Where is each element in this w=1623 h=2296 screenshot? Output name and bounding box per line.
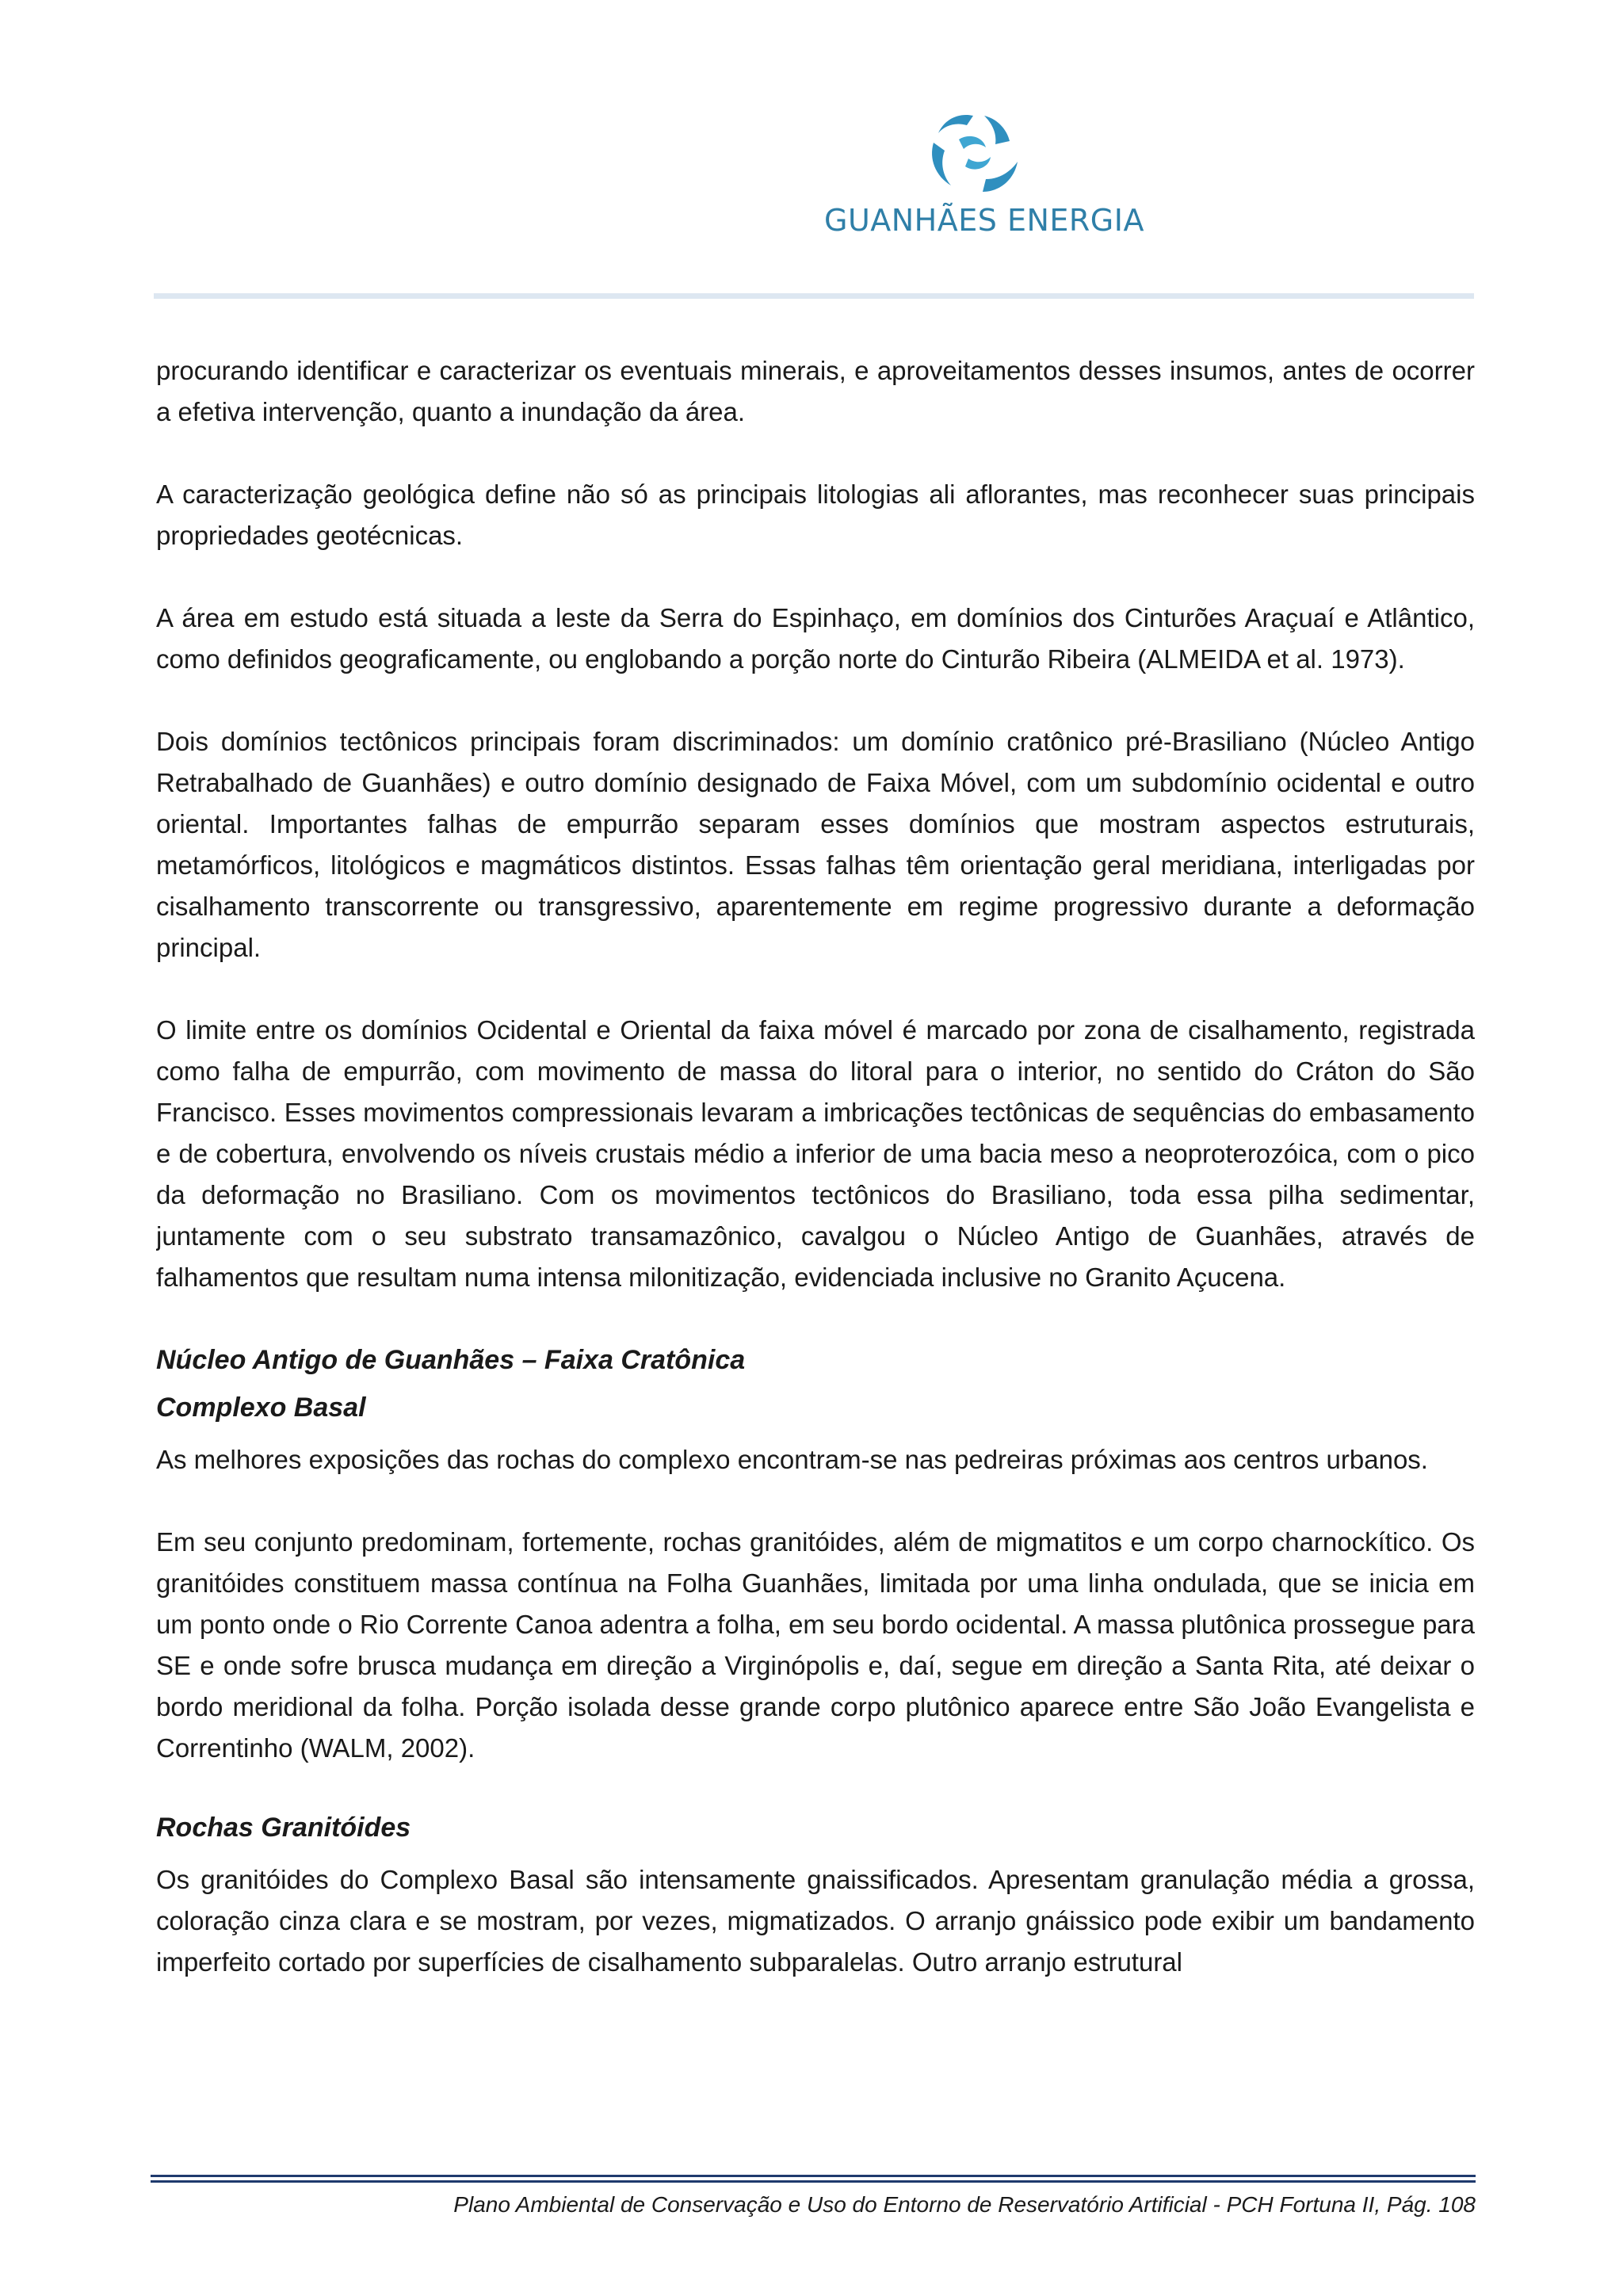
footer-divider-bottom: [151, 2180, 1476, 2183]
footer-caption: Plano Ambiental de Conservação e Uso do Entorno de Reservatório Artificial - PCH Fortuna II, Pág. 108: [453, 2192, 1476, 2217]
page-header: [0, 0, 1623, 301]
paragraph: procurando identificar e caracterizar os eventuais minerais, e aproveitamentos desses insumos, antes de ocorrer a efetiva intervenção, quanto a inundação da área.: [156, 356, 1475, 426]
footer-divider-top: [151, 2175, 1476, 2177]
paragraph: O limite entre os domínios Ocidental e Oriental da faixa móvel é marcado por zona de cisalhamento, registrada como falha de empurrão, com movimento de massa do litoral para o interior, no sentido do Cráton do São Francisco. Esses movimentos compressionais levaram a imbricações tectônicas de sequências do embasamento e de cobertura, envolvendo os níveis crustais médio a inferior de uma bacia meso a neoproterozóica, com o pico da deformação no Brasiliano. Com os movimentos tectônicos do Brasiliano, toda essa pilha sedimentar, juntamente com o seu substrato transamazônico, cavalgou o Núcleo Antigo de Guanhães, através de falhamentos que resultam numa intensa milonitização, evidenciada inclusive no Granito Açucena.: [156, 1015, 1475, 1292]
logo-text: GUANHÃES ENERGIA: [824, 203, 1144, 238]
company-logo: [824, 109, 1144, 252]
paragraph: A caracterização geológica define não só as principais litologias ali aflorantes, mas reconhecer suas principais propriedades geotécnicas.: [156, 479, 1475, 550]
paragraph: Dois domínios tectônicos principais foram discriminados: um domínio cratônico pré-Brasiliano (Núcleo Antigo Retrabalhado de Guanhães) e outro domínio designado de Faixa Móvel, com um subdomínio ocidental e outro oriental. Importantes falhas de empurrão separam esses domínios que mostram aspectos estruturais, metamórficos, litológicos e magmáticos distintos. Essas falhas têm orientação geral meridiana, interligadas por cisalhamento transcorrente ou transgressivo, aparentemente em regime progressivo durante a deformação principal.: [156, 727, 1475, 962]
paragraph: Os granitóides do Complexo Basal são intensamente gnaissificados. Apresentam granulação média a grossa, coloração cinza clara e se mostram, por vezes, migmatizados. O arranjo gnáissico pode exibir um bandamento imperfeito cortado por superfícies de cisalhamento subparalelas. Outro arranjo estrutural: [156, 1865, 1475, 1977]
section-heading: Núcleo Antigo de Guanhães – Faixa Cratônica: [156, 1345, 746, 1375]
paragraph: A área em estudo está situada a leste da Serra do Espinhaço, em domínios dos Cinturões Araçuaí e Atlântico, como definidos geograficamente, ou englobando a porção norte do Cinturão Ribeira (ALMEIDA et al. 1973).: [156, 603, 1475, 674]
subsection-heading: Rochas Granitóides: [156, 1813, 411, 1843]
subsection-heading: Complexo Basal: [156, 1392, 366, 1423]
paragraph: As melhores exposições das rochas do complexo encontram-se nas pedreiras próximas aos centros urbanos.: [156, 1445, 1428, 1474]
document-body: [156, 350, 1475, 2138]
header-divider: [154, 293, 1474, 299]
guanhaes-swirl-logo-icon: [927, 109, 1022, 197]
paragraph: Em seu conjunto predominam, fortemente, rochas granitóides, além de migmatitos e um corpo charnockítico. Os granitóides constituem massa contínua na Folha Guanhães, limitada por uma linha ondulada, que se inicia em um ponto onde o Rio Corrente Canoa adentra a folha, em seu bordo ocidental. A massa plutônica prossegue para SE e onde sofre brusca mudança em direção a Virginópolis e, daí, segue em direção a Santa Rita, até deixar o bordo meridional da folha. Porção isolada desse grande corpo plutônico aparece entre São João Evangelista e Correntinho (WALM, 2002).: [156, 1527, 1475, 1763]
